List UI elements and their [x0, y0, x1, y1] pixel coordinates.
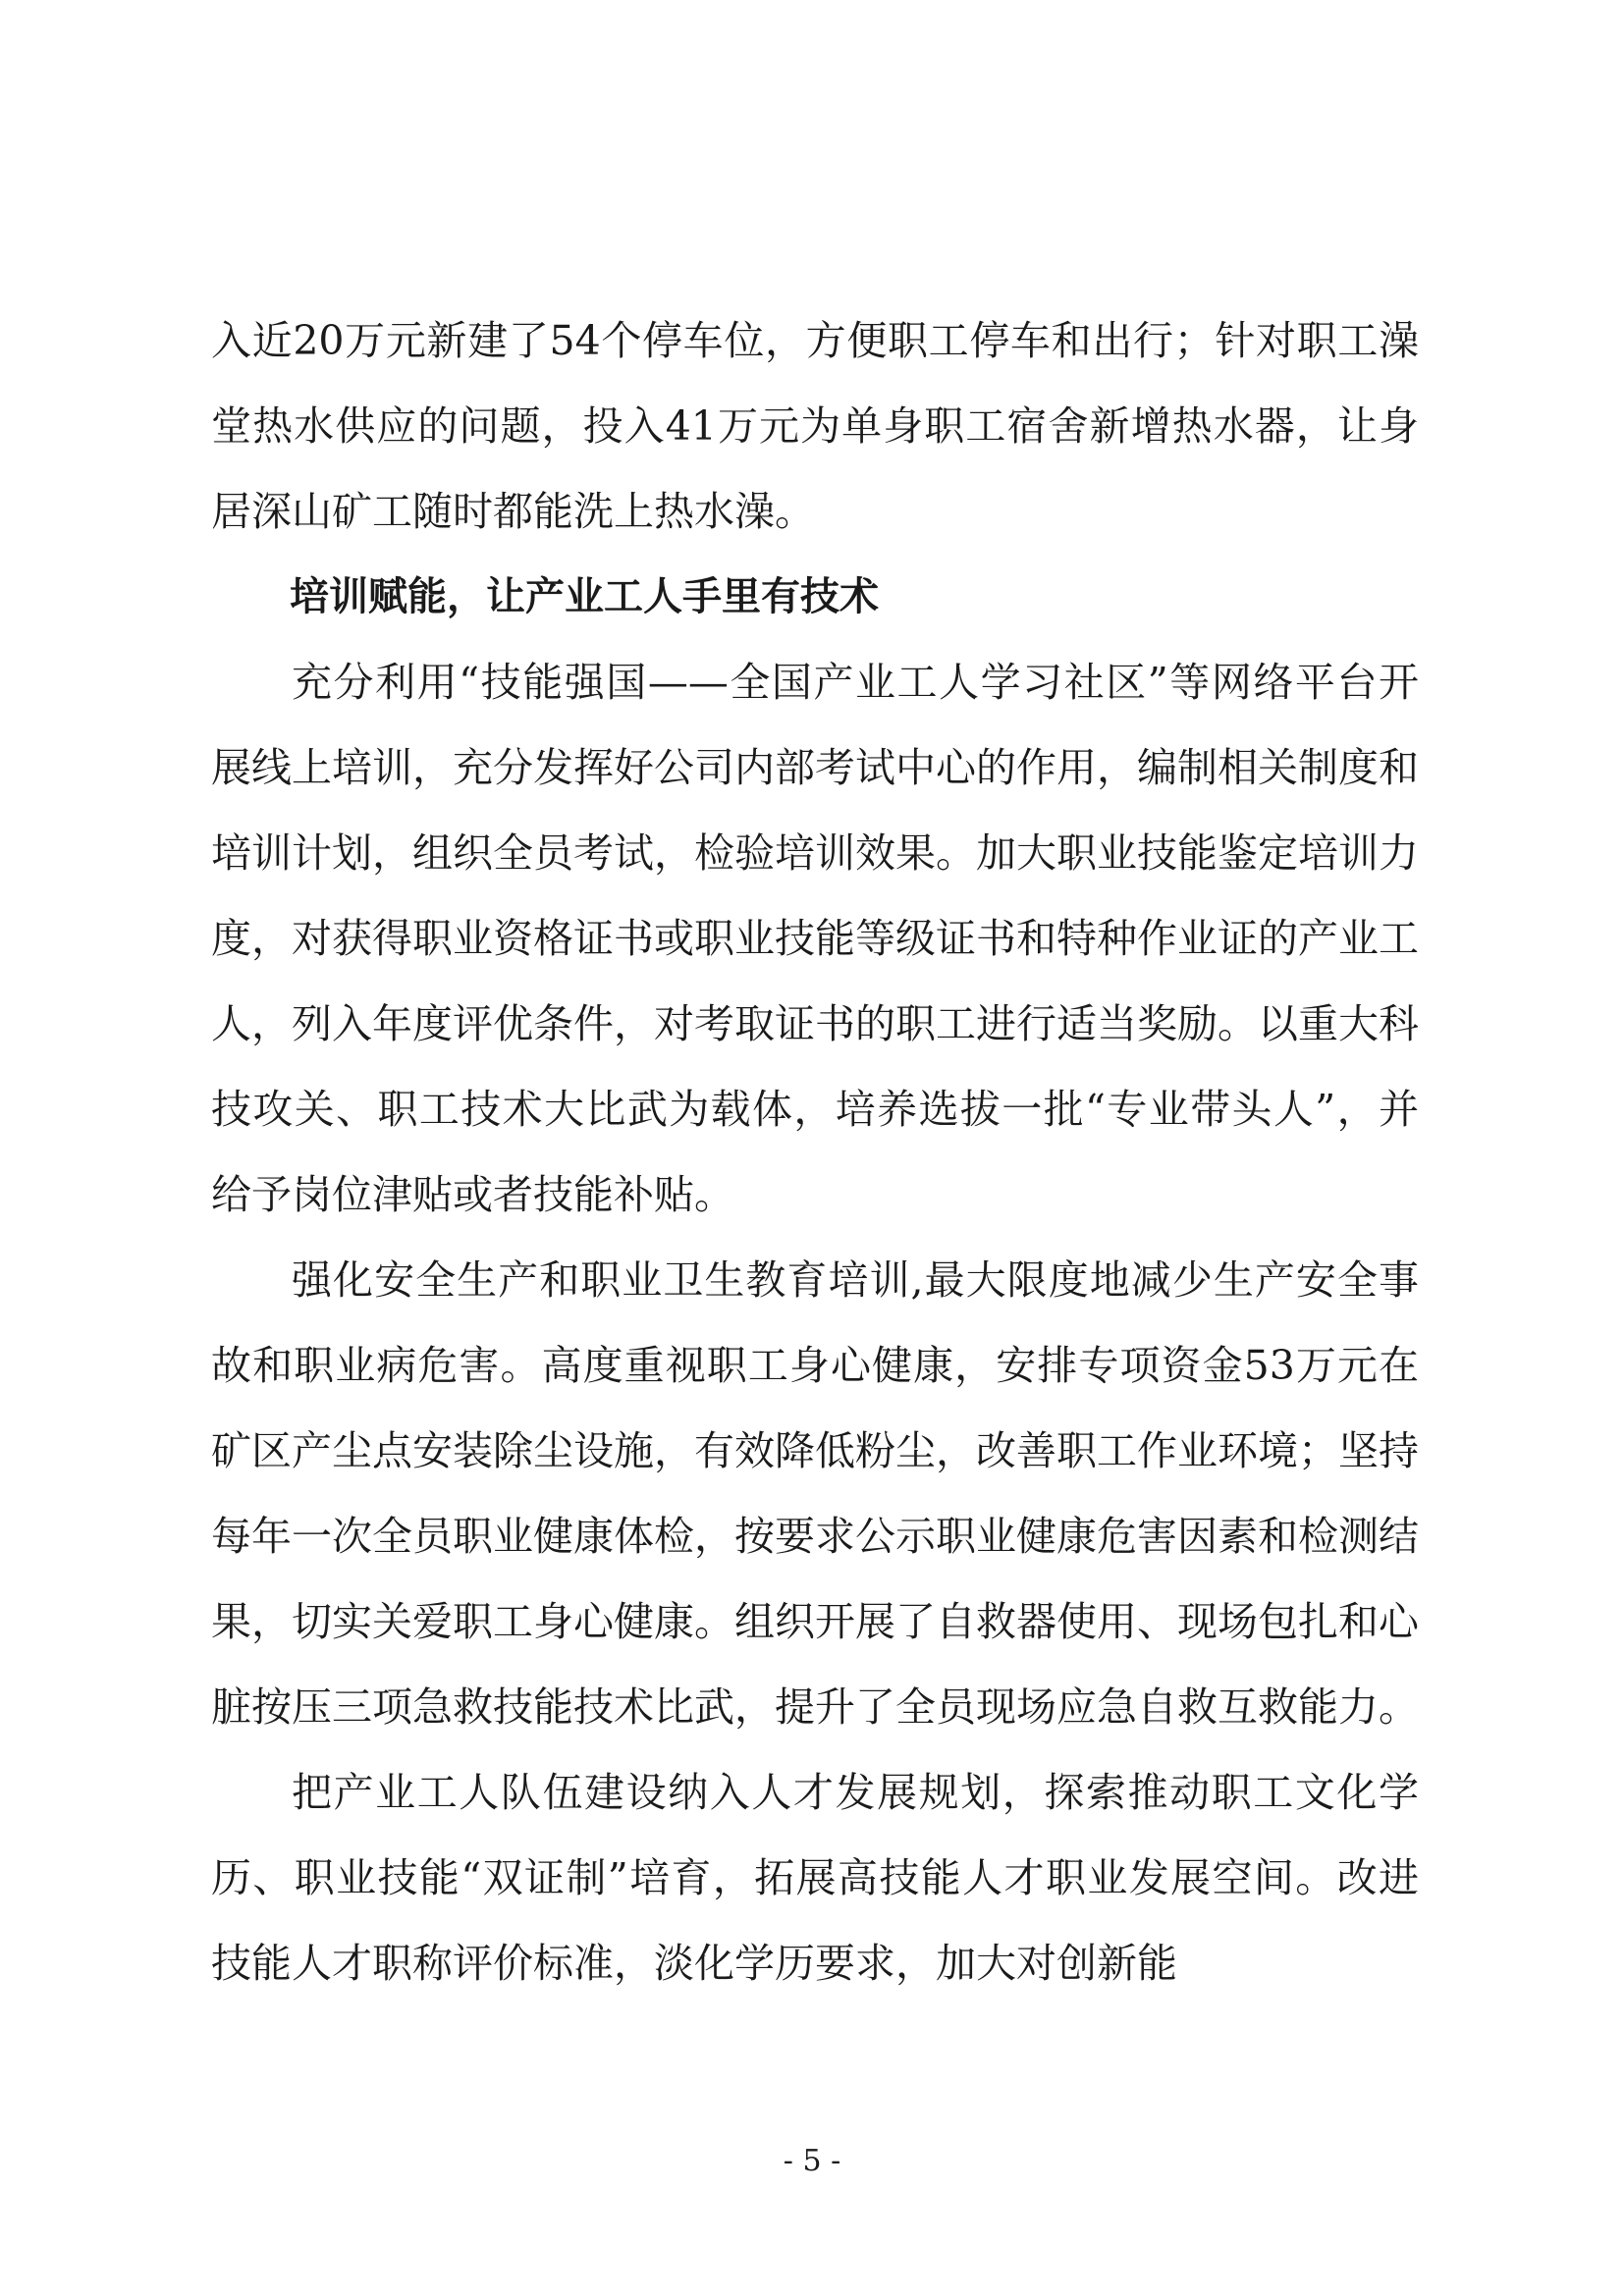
paragraph-safety: 强化安全生产和职业卫生教育培训,最大限度地减少生产安全事故和职业病危害。高度重视职工身心健康，安排专项资金53万元在矿区产尘点安装除尘设施，有效降低粉尘，改善职工作业环境；坚持每年一次全员职业健康体检，按要求公示职业健康危害因素和检测结果，切实关爱职工身心健康。组织开展了自救器使用、现场包扎和心脏按压三项急救技能技术比武，提升了全员现场应急自救互救能力。 — [211, 1256, 1419, 1731]
paragraph-training: 充分利用“技能强国——全国产业工人学习社区”等网络平台开展线上培训，充分发挥好公司内部考试中心的作用，编制相关制度和培训计划，组织全员考试，检验培训效果。加大职业技能鉴定培训力度，对获得职业资格证书或职业技能等级证书和特种作业证的产业工人，列入年度评优条件，对考取证书的职工进行适当奖励。以重大科技攻关、职工技术大比武为载体，培养选拔一批“专业带头人”，并给予岗位津贴或者技能补贴。 — [211, 659, 1419, 1218]
body-text — [211, 298, 1419, 2006]
section-heading: 培训赋能，让产业工人手里有技术 — [290, 574, 879, 619]
paragraph-talent: 把产业工人队伍建设纳入人才发展规划，探索推动职工文化学历、职业技能“双证制”培育，拓展高技能人才职业发展空间。改进技能人才职称评价标准，淡化学历要求，加大对创新能 — [211, 1769, 1419, 1987]
page-number: - 5 - — [783, 2144, 841, 2178]
paragraph-continued: 入近20万元新建了54个停车位，方便职工停车和出行；针对职工澡堂热水供应的问题，投入41万元为单身职工宿舍新增热水器，让身居深山矿工随时都能洗上热水澡。 — [211, 317, 1419, 535]
